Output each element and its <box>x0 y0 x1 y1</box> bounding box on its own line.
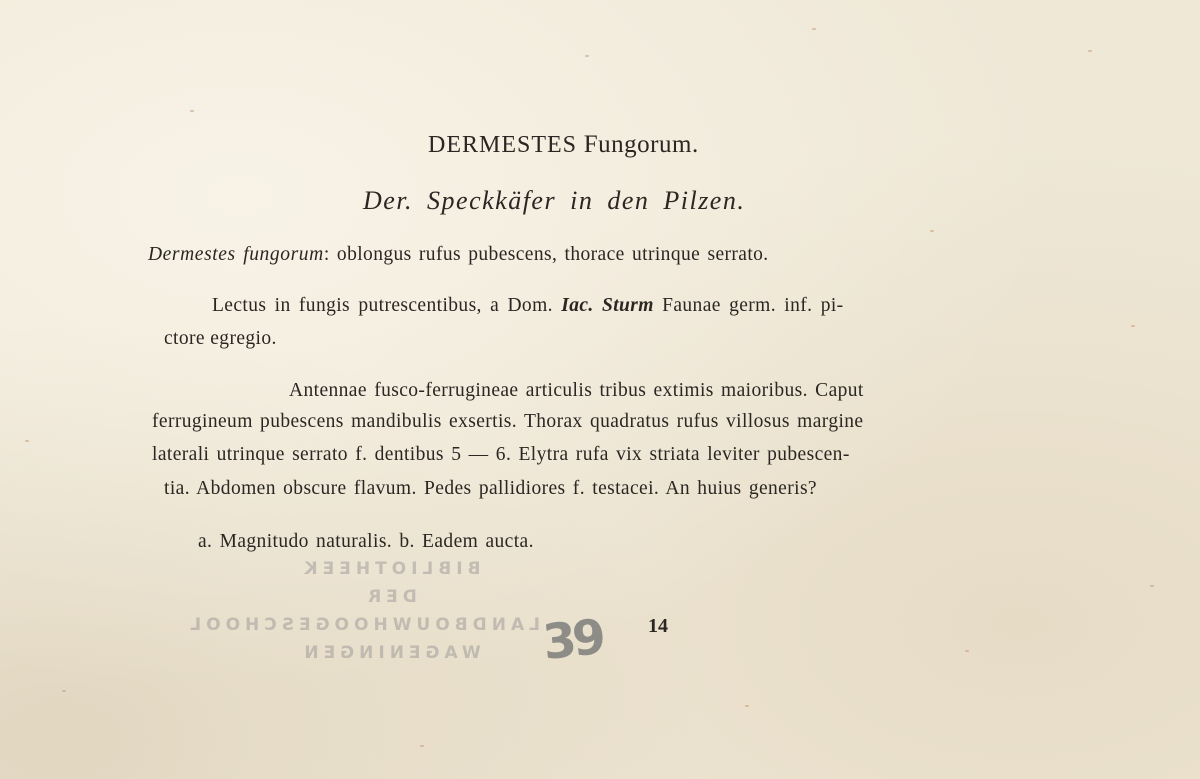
page-title <box>428 131 699 159</box>
species-name: Fungorum. <box>583 131 699 158</box>
library-stamp: BIBLIOTHEEK DER LANDBOUWHOOGESCHOOL WAGENINGEN <box>185 559 540 663</box>
diagnosis-text: : oblongus rufus pubescens, thorace utrinque serrato. <box>323 244 769 265</box>
diagnosis-line <box>148 244 769 266</box>
diagnosis-name: Dermestes fungorum <box>148 244 324 265</box>
habitat-prefix: Lectus in fungis putrescentibus, a Dom. <box>212 295 553 316</box>
description-line: Antennae fusco-ferrugineae articulis tribus extimis maioribus. Caput <box>289 380 864 401</box>
description-line: tia. Abdomen obscure flavum. Pedes pallidiores f. testacei. An huius generis? <box>164 478 817 499</box>
habitat-line-1 <box>212 295 844 317</box>
german-subtitle: Der. Speckkäfer in den Pilzen. <box>363 186 746 215</box>
description-line: ferrugineum pubescens mandibulis exsertis. Thorax quadratus rufus villosus margine <box>152 411 864 432</box>
handwritten-number: 39 <box>540 609 605 671</box>
genus-name: DERMESTES <box>428 132 578 158</box>
page-number: 14 <box>648 615 668 637</box>
description-line: laterali utrinque serrato f. dentibus 5 — 6. Elytra rufa vix striata leviter pubescen- <box>152 444 850 465</box>
collector-name: Iac. Sturm <box>561 295 654 316</box>
habitat-suffix: Faunae germ. inf. pi- <box>662 295 844 316</box>
figure-caption: a. Magnitudo naturalis. b. Eadem aucta. <box>198 531 534 552</box>
habitat-line-2: ctore egregio. <box>164 328 277 349</box>
